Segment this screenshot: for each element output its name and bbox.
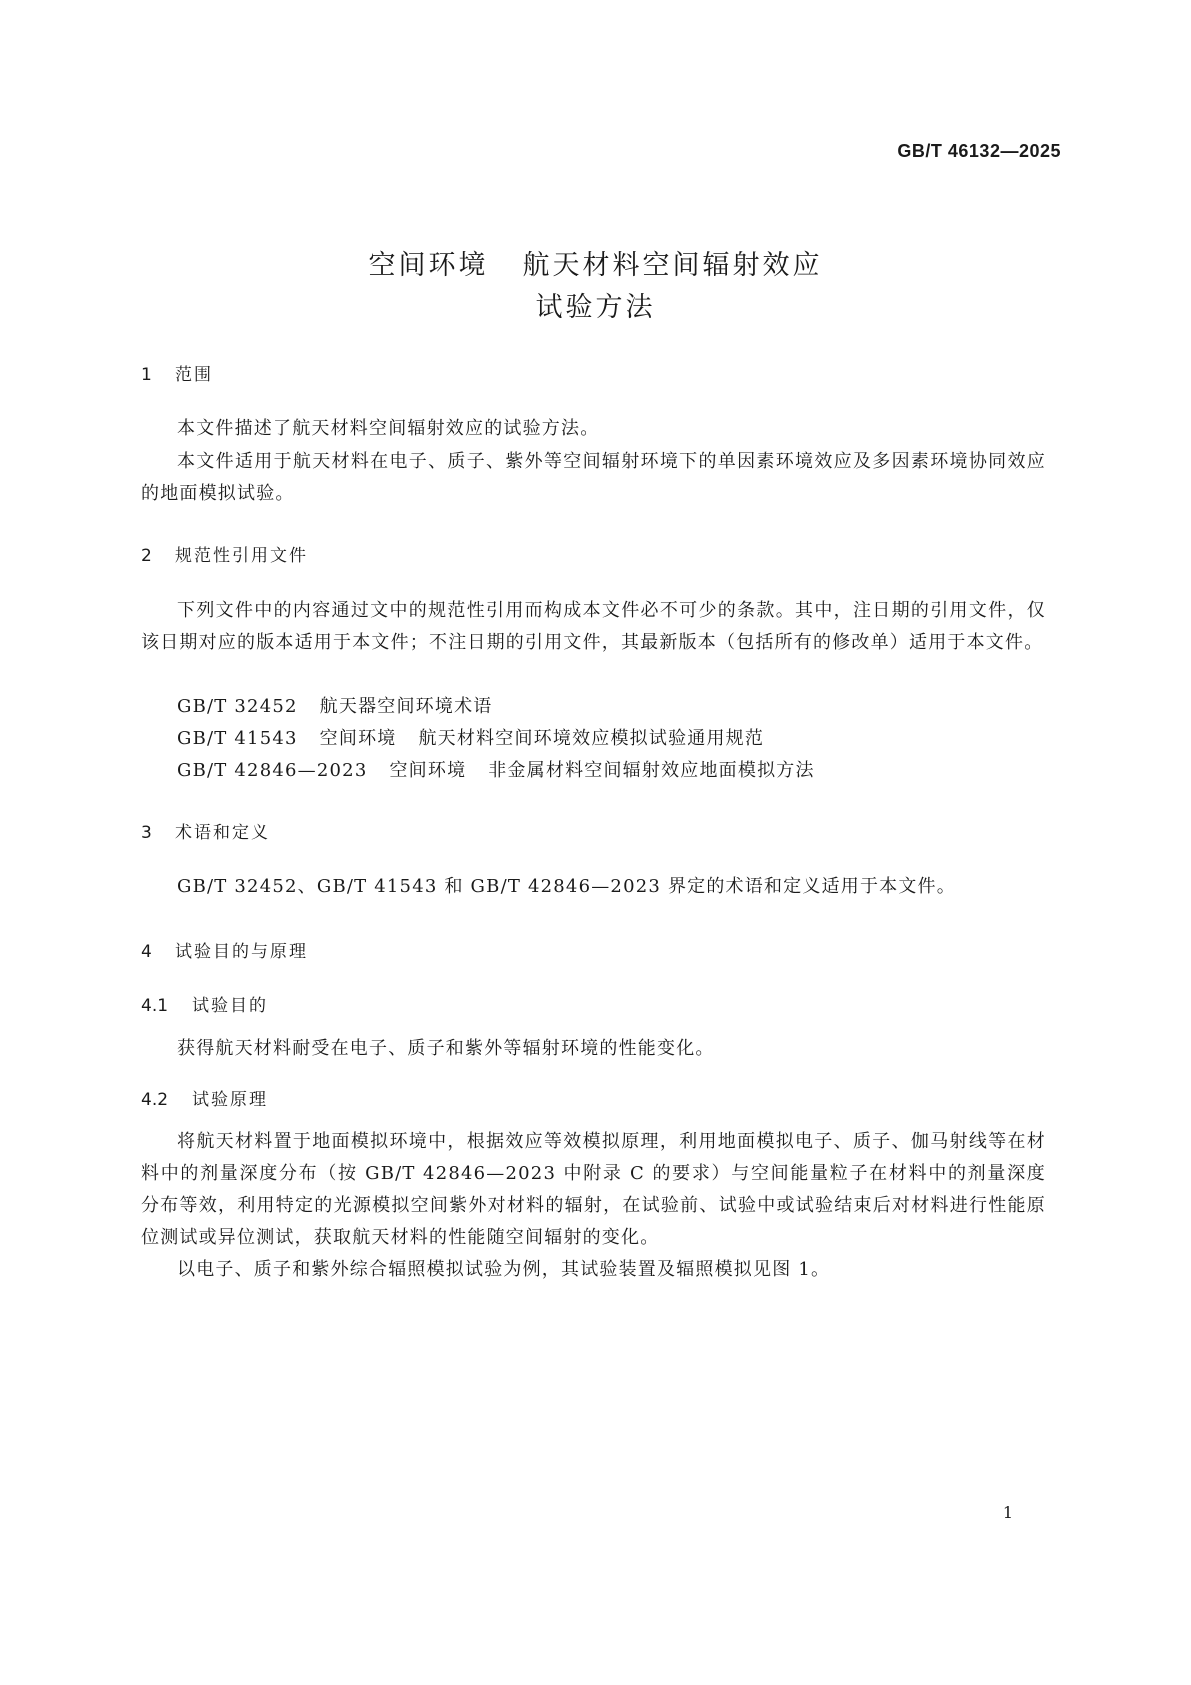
standard-id: GB/T 46132—2025 (897, 141, 1061, 161)
section-number: 1 (141, 365, 152, 385)
section-title: 范围 (175, 365, 213, 385)
reference-title-part-a: 空间环境 (319, 728, 397, 749)
reference-title-part-b: 非金属材料空间辐射效应地面模拟方法 (488, 760, 815, 781)
section-2-heading (141, 541, 308, 566)
section-4-2-paragraph-1: 将航天材料置于地面模拟环境中，根据效应等效模拟原理，利用地面模拟电子、质子、伽马射线等在材料中的剂量深度分布（按 GB/T 42846—2023 中附录 C 的要求）与空间能量粒子在材料中的剂量深度分布等效，利用特定的光源模拟空间紫外对材料的辐射，在试验前、试验中或试验结束后对材料进行性能原位测试或异位测试，获取航天材料的性能随空间辐射的变化。 (141, 1131, 1046, 1248)
section-1-paragraph-2: 本文件适用于航天材料在电子、质子、紫外等空间辐射环境下的单因素环境效应及多因素环境协同效应的地面模拟试验。 (141, 451, 1046, 504)
section-4-heading (141, 937, 308, 962)
reference-title: 航天器空间环境术语 (319, 696, 493, 717)
section-number: 3 (141, 823, 152, 843)
section-3-paragraph-1: GB/T 32452、GB/T 41543 和 GB/T 42846—2023 界定的术语和定义适用于本文件。 (177, 876, 956, 897)
section-number: 4.1 (141, 996, 169, 1016)
reference-title-part-b: 航天材料空间环境效应模拟试验通用规范 (418, 728, 765, 749)
section-4-2-paragraph-2: 以电子、质子和紫外综合辐照模拟试验为例，其试验装置及辐照模拟见图 1。 (177, 1259, 831, 1280)
section-1-paragraph-1: 本文件描述了航天材料空间辐射效应的试验方法。 (177, 418, 600, 439)
section-number: 4 (141, 942, 152, 962)
normative-reference-1 (177, 692, 492, 718)
reference-code: GB/T 32452 (177, 696, 298, 717)
reference-code: GB/T 42846—2023 (177, 760, 368, 781)
section-2-paragraph-1: 下列文件中的内容通过文中的规范性引用而构成本文件必不可少的条款。其中，注日期的引用文件，仅该日期对应的版本适用于本文件；不注日期的引用文件，其最新版本（包括所有的修改单）适用于本文件。 (141, 600, 1046, 653)
page-number: 1 (1002, 1503, 1013, 1522)
reference-code: GB/T 41543 (177, 728, 298, 749)
section-4-1-paragraph-1: 获得航天材料耐受在电子、质子和紫外等辐射环境的性能变化。 (177, 1038, 715, 1059)
normative-reference-3 (177, 756, 815, 782)
section-title: 试验目的与原理 (175, 942, 308, 962)
section-3-heading (141, 818, 270, 843)
section-4-2-heading (141, 1085, 268, 1110)
document-title-line1 (0, 243, 1191, 282)
reference-title-part-a: 空间环境 (389, 760, 467, 781)
section-1-heading (141, 360, 213, 385)
section-title: 试验原理 (192, 1090, 268, 1110)
normative-reference-2 (177, 724, 764, 750)
section-number: 2 (141, 546, 152, 566)
section-number: 4.2 (141, 1090, 169, 1110)
section-4-1-heading (141, 991, 268, 1016)
title-part-b: 航天材料空间辐射效应 (522, 250, 823, 281)
section-title: 规范性引用文件 (175, 546, 308, 566)
section-title: 术语和定义 (175, 823, 270, 843)
section-title: 试验目的 (192, 996, 268, 1016)
title-part-a: 空间环境 (368, 250, 489, 281)
document-title-line2: 试验方法 (535, 292, 656, 323)
